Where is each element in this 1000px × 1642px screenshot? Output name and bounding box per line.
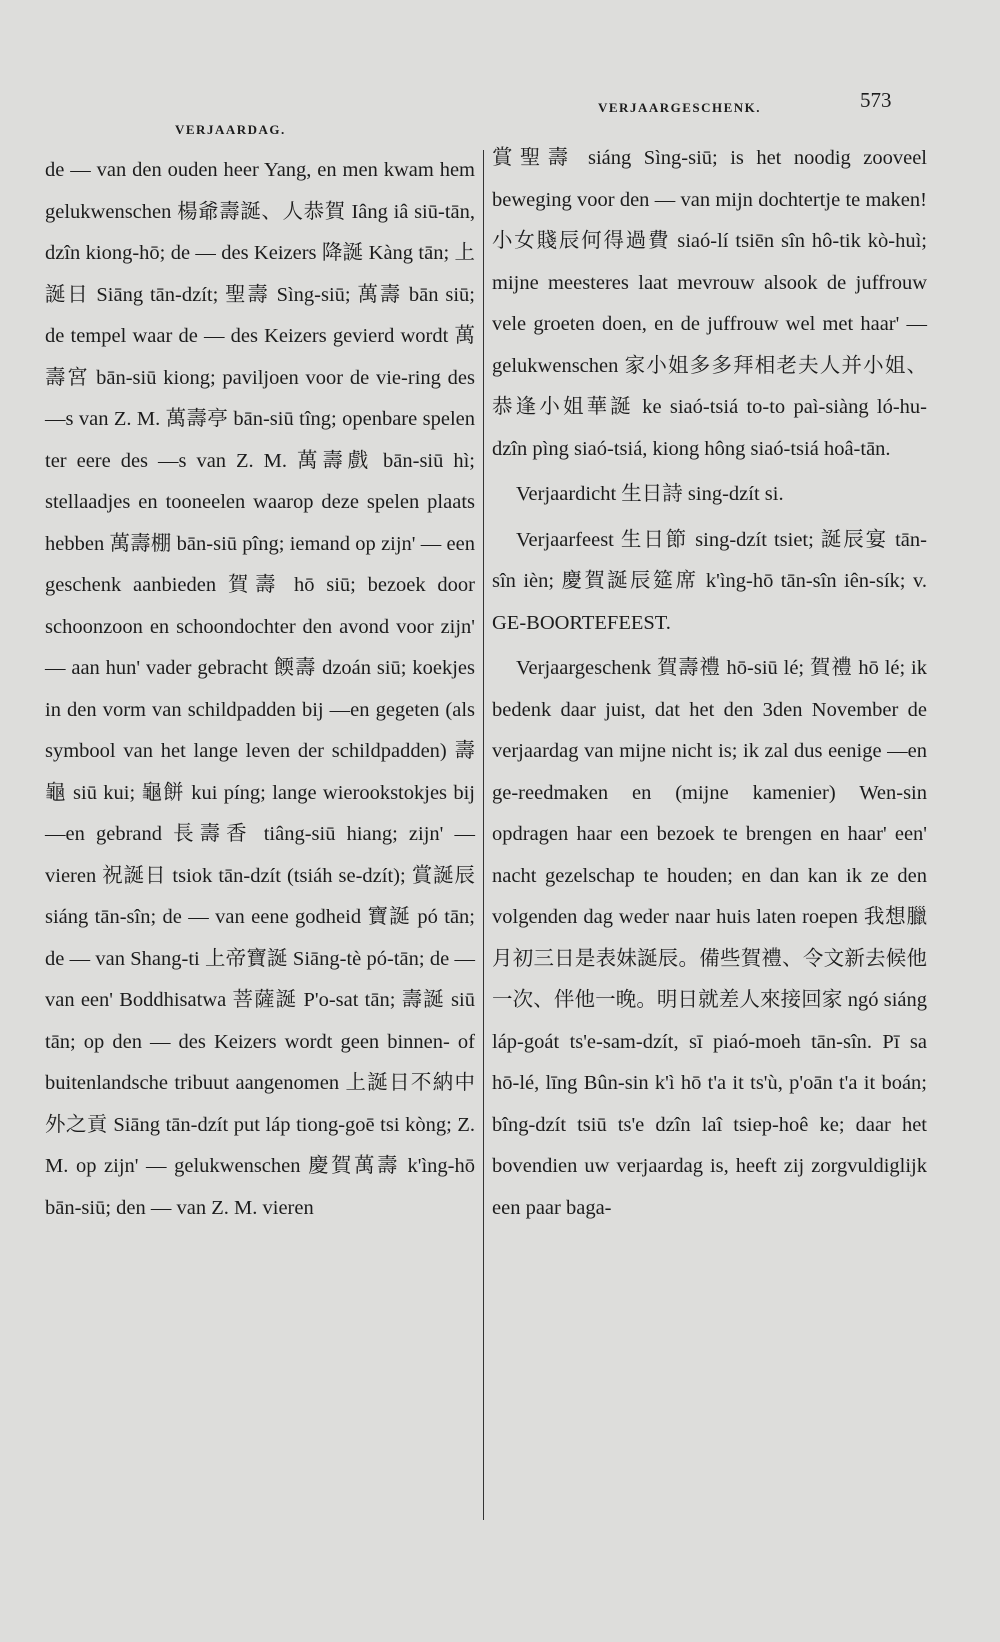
column-divider (483, 150, 484, 1520)
right-column (492, 138, 927, 1229)
running-header-left: VERJAARDAG. (175, 122, 286, 137)
running-header-right: VERJAARGESCHENK. (598, 100, 762, 115)
left-column (45, 150, 475, 1229)
left-paragraph: de — van den ouden heer Yang, en men kwam hem gelukwenschen 楊爺壽誕、人恭賀 Iâng iâ siū-tān, dzîn kiong-hō; de — des Keizers 降誕 Kàng tān; 上誕日 Siāng tān-dzít; 聖壽 Sìng-siū; 萬壽 bān siū; de tempel waar de — des Keizers gevierd wordt 萬壽宮 bān-siū kiong; paviljoen voor de vie-ring des —s van Z. M. 萬壽亭 bān-siū tîng; openbare spelen ter eere des —s van Z. M. 萬壽戲 bān-siū hì; stellaadjes en tooneelen waarop deze spelen plaats hebben 萬壽棚 bān-siū pîng; iemand op zijn' — een geschenk aanbieden 賀壽 hō siū; bezoek door schoonzoon en schoondochter den avond voor zijn' — aan hun' vader gebracht 餪壽 dzoán siū; koekjes in den vorm van schildpadden bij —en gegeten (als symbool van het lange leven der schildpadden) 壽龜 siū kui; 龜餅 kui píng; lange wierookstokjes bij —en gebrand 長壽香 tiâng-siū hiang; zijn' — vieren 祝誕日 tsiok tān-dzít (tsiáh se-dzít); 賞誕辰 siáng tān-sîn; de — van eene godheid 寶誕 pó tān; de — van Shang-ti 上帝寶誕 Siāng-tè pó-tān; de — van een' Boddhisatwa 菩薩誕 P'o-sat tān; 壽誕 siū tān; op den — des Keizers wordt geen binnen- of buitenlandsche tribuut aangenomen 上誕日不納中外之貢 Siāng tān-dzít put láp tiong-goē tsi kòng; Z. M. op zijn' — gelukwenschen 慶賀萬壽 k'ìng-hō bān-siū; den — van Z. M. vieren (45, 159, 475, 1219)
entry-verjaarfeest: Verjaarfeest 生日節 sing-dzít tsiet; 誕辰宴 tān-sîn ièn; 慶賀誕辰筵席 k'ìng-hō tān-sîn iên-sík; v. GE-BOORTEFEEST. (492, 528, 927, 634)
entry-verjaardicht: Verjaardicht 生日詩 sing-dzít si. (516, 483, 784, 505)
page-number: 573 (860, 88, 892, 112)
entry-verjaargeschenk: Verjaargeschenk 賀壽禮 hō-siū lé; 賀禮 hō lé; ik bedenk daar juist, dat het den 3den November de verjaardag van mijne nicht is; ik zal dus eenige —en ge-reedmaken en (mijne kamenier) Wen-sin opdragen haar een bezoek te brengen en haar' een' nacht gezelschap te houden; en dan kan ik ze den volgenden dag weder naar huis laten roepen 我想臘月初三日是表妹誕辰。備些賀禮、令文新去候他一次、伴他一晚。明日就差人來接回家 ngó siáng láp-goát ts'e-sam-dzít, sī piaó-moeh tān-sîn. Pī sa hō-lé, līng Bûn-sin k'ì hō t'a it ts'ù, p'oān t'a it boán; bîng-dzít tsiū ts'e dzîn laî tsiep-hoê ke; daar het bovendien uw verjaardag is, heeft zij zorgvuldiglijk een paar baga- (492, 657, 927, 1219)
right-paragraph-1: 賞聖壽 siáng Sìng-siū; is het noodig zooveel beweging voor den — van mijn dochtertje te maken! 小女賤辰何得過費 siaó-lí tsiēn sîn hô-tik kò-huì; mijne meesteres laat mevrouw alsook de juffrouw vele groeten doen, en de juffrouw wel met haar' — gelukwenschen 家小姐多多拜相老夫人并小姐、恭逢小姐華誕 ke siaó-tsiá to-to paì-siàng ló-hu-dzîn pìng siaó-tsiá, kiong hông siaó-tsiá hoâ-tān. (492, 147, 927, 460)
